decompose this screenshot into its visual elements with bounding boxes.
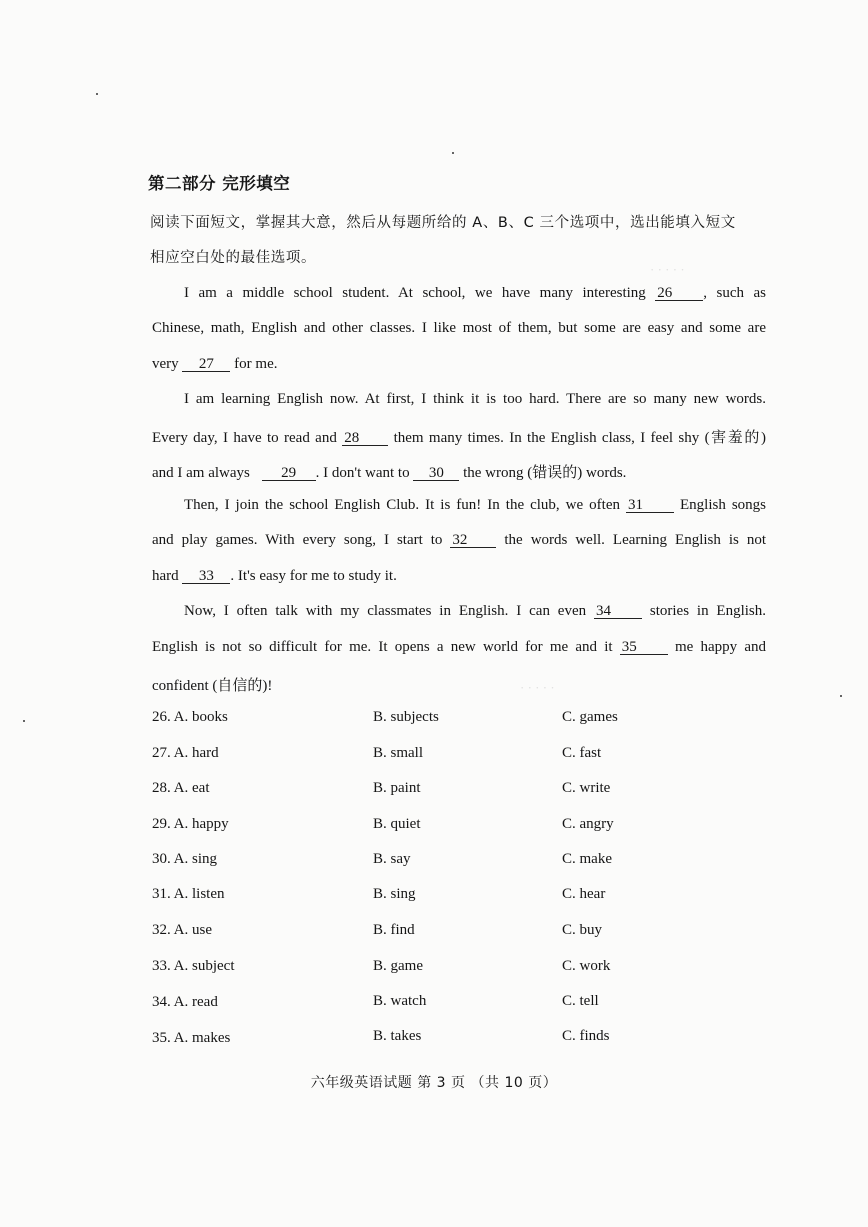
blank-26: 26 bbox=[655, 286, 703, 301]
question-34-option-a[interactable]: 34. A. read bbox=[152, 994, 218, 1010]
question-28-option-b[interactable]: B. paint bbox=[373, 780, 421, 796]
question-28-option-a[interactable]: 28. A. eat bbox=[152, 780, 210, 796]
blank-34: 34 bbox=[594, 604, 642, 619]
question-33-option-b[interactable]: B. game bbox=[373, 958, 423, 974]
blank-29: 29 bbox=[262, 466, 316, 481]
section-title: 第二部分 完形填空 bbox=[148, 174, 291, 193]
question-29-option-c[interactable]: C. angry bbox=[562, 816, 614, 832]
scan-speck bbox=[96, 93, 98, 95]
blank-33: 33 bbox=[182, 569, 230, 584]
question-27-option-c[interactable]: C. fast bbox=[562, 745, 602, 761]
question-30-option-b[interactable]: B. say bbox=[373, 851, 411, 867]
question-27-option-b[interactable]: B. small bbox=[373, 745, 424, 761]
question-31-option-b[interactable]: B. sing bbox=[373, 886, 416, 902]
question-31-option-a[interactable]: 31. A. listen bbox=[152, 886, 225, 902]
instruction-line-1: 阅读下面短文，掌握其大意，然后从每题所给的 A、B、C 三个选项中，选出能填入短文 bbox=[150, 215, 736, 231]
passage-line: very 27 for me. bbox=[152, 356, 278, 372]
passage-line: hard 33 . It's easy for me to study it. bbox=[152, 568, 397, 584]
blank-30: 30 bbox=[413, 466, 459, 481]
blank-28: 28 bbox=[342, 431, 388, 446]
passage-line: Chinese, math, English and other classes. I like most of them, but some are easy and some are bbox=[152, 320, 766, 336]
blank-32: 32 bbox=[450, 533, 496, 548]
passage-line: and I am always 29 . I don't want to 30 the wrong (错误的) words. bbox=[152, 465, 627, 481]
question-33-option-a[interactable]: 33. A. subject bbox=[152, 958, 235, 974]
question-30-option-c[interactable]: C. make bbox=[562, 851, 612, 867]
scan-speck bbox=[23, 720, 25, 722]
show-through-text: · · · · · bbox=[650, 262, 685, 277]
question-29-option-b[interactable]: B. quiet bbox=[373, 816, 421, 832]
question-32-option-b[interactable]: B. find bbox=[373, 922, 415, 938]
show-through-text: · · · · · bbox=[520, 680, 555, 695]
scan-speck bbox=[840, 695, 842, 697]
passage-line: Every day, I have to read and 28 them many times. In the English class, I feel shy (害羞的) bbox=[152, 430, 766, 446]
question-32-option-a[interactable]: 32. A. use bbox=[152, 922, 212, 938]
question-33-option-c[interactable]: C. work bbox=[562, 958, 611, 974]
page-footer: 六年级英语试题 第 3 页 （共 10 页） bbox=[310, 1075, 558, 1091]
passage-line: Then, I join the school English Club. It is fun! In the club, we often 31 English songs bbox=[184, 497, 766, 513]
blank-31: 31 bbox=[626, 498, 674, 513]
question-29-option-a[interactable]: 29. A. happy bbox=[152, 816, 229, 832]
blank-27: 27 bbox=[182, 357, 230, 372]
passage-line: English is not so difficult for me. It opens a new world for me and it 35 me happy and bbox=[152, 639, 767, 655]
passage-line: I am a middle school student. At school, we have many interesting 26 , such as bbox=[184, 285, 766, 301]
question-26-option-a[interactable]: 26. A. books bbox=[152, 709, 228, 725]
question-32-option-c[interactable]: C. buy bbox=[562, 922, 603, 938]
question-26-option-c[interactable]: C. games bbox=[562, 709, 618, 725]
blank-35: 35 bbox=[620, 640, 668, 655]
question-28-option-c[interactable]: C. write bbox=[562, 780, 611, 796]
question-35-option-b[interactable]: B. takes bbox=[373, 1028, 422, 1044]
scan-speck bbox=[452, 152, 454, 154]
passage-line: confident (自信的)! bbox=[152, 678, 273, 694]
question-35-option-a[interactable]: 35. A. makes bbox=[152, 1030, 231, 1046]
question-35-option-c[interactable]: C. finds bbox=[562, 1028, 610, 1044]
question-34-option-c[interactable]: C. tell bbox=[562, 993, 599, 1009]
passage-line: Now, I often talk with my classmates in English. I can even 34 stories in English. bbox=[184, 603, 767, 619]
question-30-option-a[interactable]: 30. A. sing bbox=[152, 851, 218, 867]
passage-line: and play games. With every song, I start to 32 the words well. Learning English is not bbox=[152, 532, 766, 548]
passage-line: I am learning English now. At first, I think it is too hard. There are so many new words. bbox=[184, 391, 766, 407]
question-34-option-b[interactable]: B. watch bbox=[373, 993, 427, 1009]
question-27-option-a[interactable]: 27. A. hard bbox=[152, 745, 219, 761]
question-31-option-c[interactable]: C. hear bbox=[562, 886, 606, 902]
instruction-line-2: 相应空白处的最佳选项。 bbox=[150, 250, 317, 266]
question-26-option-b[interactable]: B. subjects bbox=[373, 709, 439, 725]
